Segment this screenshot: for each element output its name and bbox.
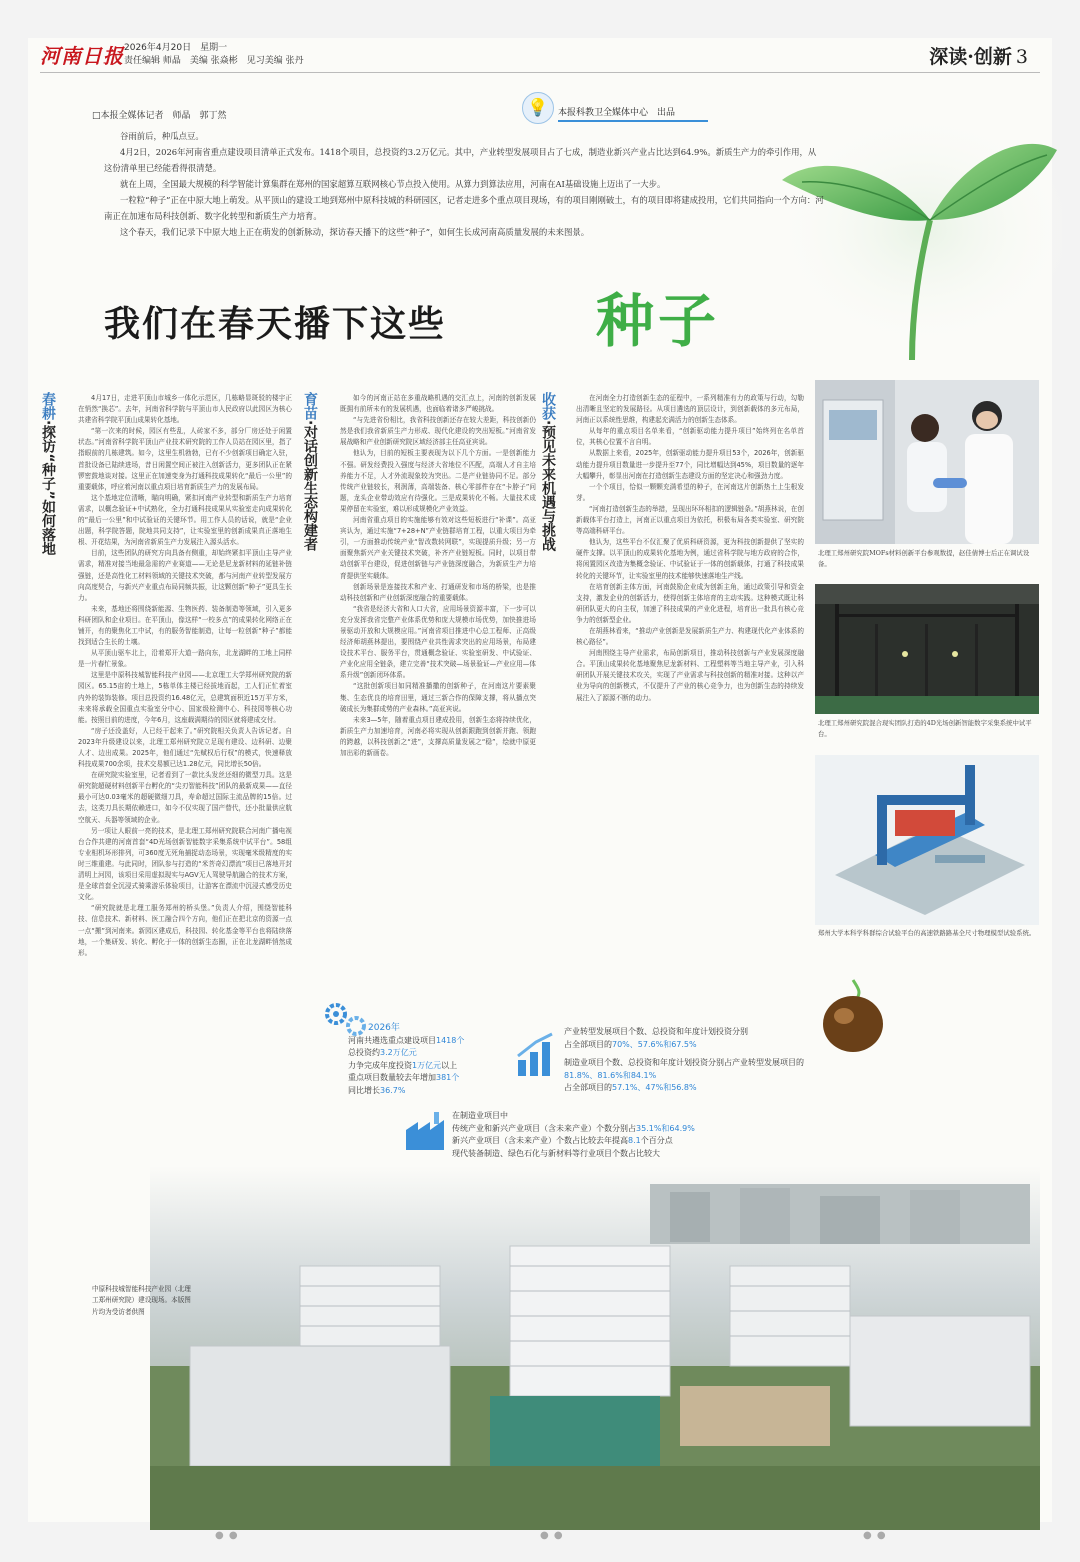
paragraph: 他认为，这些平台不仅汇聚了优质科研资源，更为科技创新提供了坚实的硬件支撑。以平顶山的成果转化基地为例，通过省科学院与地方政府的合作，将闲置园区改造为集概念验证、中试验证于一体的创新载体，打通了科技成果转化的关键环节，让实验室里的技术能够快速落地生产线。 xyxy=(576,538,804,580)
column-heading-1 xyxy=(40,392,56,556)
paragraph: 另一项让人眼前一亮的技术，是北理工郑州研究院联合河南广播电视台合作共建的河南首套“4D光场创新智能数字采集系统中试平台”。58组专业相机环形排列，可360度无死角捕捉动态场景，实现毫米级精度的实时三维重建。与此同时，团队参与打造的“米菩奇幻漂流”项目已落地开封清明上河园，该项目采用虚拟现实与AGV无人驾驶导航融合的技术方案，是全球首套全沉浸式骑乘游乐体验项目，让游客在漂流中沉浸式感受历史文化。 xyxy=(78,826,292,902)
column-1-body xyxy=(78,393,292,1253)
paragraph: 在培育创新主体方面，河南鼓励企业成为创新主角，通过政策引导和资金支持，激发企业的创新活力，使得创新主体培育的主动实践。这种模式既让科研团队更大的自主权，加速了科技成果的产业化进程，培育出一批具有核心竞争力的创新型企业。 xyxy=(576,582,804,624)
share-line: 占全部项目的70%、57.6%和67.5% xyxy=(564,1039,697,1049)
producer-text: 本报科教卫全媒体中心 出品 xyxy=(558,108,676,118)
paragraph: 在河南全力打造创新生态的征程中，一系列精准有力的政策与行动，勾勒出清晰且坚定的发展路径。从项目遴选的顶层设计，到创新载体的多元布局，河南正以系统性思维，构建起充满活力的创新生态体系。 xyxy=(576,394,804,425)
headline-highlight: 种子 xyxy=(596,287,721,355)
paragraph: 未来3—5年，随着重点项目建成投用，创新生态将持续优化，新质生产力加速培育，河南必将实现从创新跟跑到创新并跑、领跑的跨越，以科技创新之“进”，支撑高质量发展之“稳”，绘就中原更加出彩的新画卷。 xyxy=(340,715,536,757)
masthead-divider xyxy=(40,72,1040,73)
heading-rest: ·预见未来机遇与挑战 xyxy=(540,420,556,552)
masthead xyxy=(40,40,1040,72)
column-heading-2 xyxy=(302,392,318,551)
intro-paragraph: 谷雨前后，种瓜点豆。 xyxy=(120,131,204,141)
photo1-caption: 北理工郑州研究院MOFs材料创新平台参观数提，赵佳倩博士后正在调试设备。 xyxy=(818,549,1030,568)
key-figures-block xyxy=(348,1022,508,1097)
intro-paragraph: 4月2日，2026年河南省重点建设项目清单正式发布。1418个项目，总投资约3.2万亿元。其中，产业转型发展项目占了七成，制造业新兴产业占比达到64.9%。新质生产力的牵引作用，从这份清单里已经能看得很清楚。 xyxy=(104,147,817,173)
page-number: 3 xyxy=(1015,46,1028,68)
intro-paragraph: 就在上周，全国最大规模的科学智能计算集群在郑州的国家超算互联网核心节点投入使用。从算力到算法应用，河南在AI基础设施上迈出了一大步。 xyxy=(120,179,666,189)
newspaper-logo: 河南日报 xyxy=(40,44,124,68)
fig-line: 总投资约3.2万亿元 xyxy=(348,1048,417,1057)
fig-line: 河南共遴选重点建设项目1418个 xyxy=(348,1035,465,1045)
paragraph: 这个基地定位清晰，瞄向明确，紧扣河南产业转型和新质生产力培育需求，以概念验证+中试熟化，全力打通科技成果从实验室走向成果转化的“最后一公里”和中试验证的关键环节。用工作人员的话说，就是“企业出题，科学院答题，院地共同支持”，让实验室里的创新成果真正落地生根、开花结果，为河南省新质生产力发展注入源头活水。 xyxy=(78,493,292,547)
paragraph: 一个个项目，恰似一颗颗充满希望的种子，在河南这片创新热土上生根发芽。 xyxy=(576,482,804,502)
factory-icon xyxy=(404,1112,446,1152)
intro-paragraph: 一粒粒“种子”正在中原大地上萌发。从平顶山的建设工地到郑州中原科技城的科研园区，记者走进多个重点项目现场，有的项目刚刚破土，有的项目即将建成投用，它们共同指向一个方向：河南正在加速布局科技创新、数字化转型和新质生产力培育。 xyxy=(104,195,824,221)
share-line: 制造业项目个数、总投资和年度计划投资分别占产业转型发展项目的 xyxy=(564,1058,804,1067)
photo3-caption: 郑州大学本科学科群综合试验平台的高速铁路路基全尺寸物理模型试验系统。 xyxy=(818,929,1036,937)
figures-year: 2026年 xyxy=(368,1023,400,1033)
paragraph: “我省是经济大省和人口大省，应用场景资源丰富，下一步可以充分发挥我省完整产业体系优势和庞大规模市场优势，加快推进场景驱动开放和大规模应用。”河南省项目推进中心总工程师、正高级经济师胡燕林提出，要围绕产业共性需求突出的应用场景，布局建设技术平台、服务平台，贯通概念验证、实验室研发、中试验证、产业化应用全链条，建立完善“技术突破—场景验证—产业应用—体系升级”创新闭环体系。 xyxy=(340,604,536,680)
pager-dots: ● ● xyxy=(540,1530,564,1541)
heading-lead: 春耕 xyxy=(40,392,56,420)
photo2-caption: 北理工郑州研究院混合现实团队打造的4D光场创新智能数字采集系统中试平台。 xyxy=(818,719,1032,738)
headline: 我们在春天播下这些 xyxy=(104,304,447,345)
paragraph: “河南打造创新生态的举措，呈现出环环相扣的逻辑链条。”胡燕林说，在创新载体平台打造上，河南正以重点项目为依托，积极布局各类实验室、研究院等高端科研平台。 xyxy=(576,504,804,536)
paragraph: 未来，基地还将围绕新能源、生物医药、装备制造等领域，引入更多科研团队和企业项目。在平顶山，像这样“一校多点”的成果转化网络正在铺开，有的聚焦化工中试，有的服务智能制造，让每一粒创新“种子”都能找到适合生长的土壤。 xyxy=(78,604,292,647)
science-park-aerial-photo xyxy=(150,1166,1040,1530)
pager-dots: ● ● xyxy=(215,1530,239,1541)
manufacturing-block xyxy=(452,1110,782,1160)
industry-shares-block xyxy=(564,1026,864,1095)
column-2-body xyxy=(340,393,536,983)
lightbulb-icon: 💡 xyxy=(522,92,554,124)
paragraph: “研究院就是北理工服务郑州的桥头堡。”负责人介绍，围绕智能科技、信息技术、新材料、医工融合四个方向，他们正在把北京的资源一点一点“搬”到河南来。新园区建成后，科技园、转化基金等平台也将陆续落地，一个集研发、转化、孵化于一体的创新生态圈，正在北龙湖畔悄然成形。 xyxy=(78,904,292,957)
mfg-line: 新兴产业项目（含未来产业）个数占比较去年提高8.1个百分点 xyxy=(452,1136,673,1145)
mfg-line: 在制造业项目中 xyxy=(452,1111,508,1120)
share-line: 占全部项目的57.1%、47%和56.8% xyxy=(564,1083,697,1092)
heading-rest: ·探访“种子”如何落地 xyxy=(40,420,56,556)
section-title xyxy=(929,42,1028,69)
editor-credits: 责任编辑 师晶 美编 张焱彬 见习美编 张丹 xyxy=(124,56,304,66)
paragraph: 河南省重点项目的实施能够有效对这些短板进行“补课”。高亚宾认为，通过实施“7+28+N”产业链群培育工程，以重大项目为牵引，一方面推动传统产业“智改数转网联”，实现提质升级；另一方面聚焦新兴产业关键技术突破，补齐产业链短板。同时，以项目带动创新平台建设，促进创新链与产业链深度融合，为新质生产力培育提供坚实载体。 xyxy=(340,516,536,580)
aerial-photo-caption: 中原科技城智能科技产业园（北理工郑州研究院）建设现场。本版图片均为受访者供图 xyxy=(92,1285,191,1316)
fig-line: 力争完成年度投资1万亿元以上 xyxy=(348,1060,458,1070)
paragraph: “第一次来的时候，园区有些乱，人砖家不多，部分厂房还处于闲置状态。”河南省科学院平顶山产业技术研究院的工作人员站在园区里，指了指眼前的几栋建筑。如今，这里生机勃勃，已有不少创新项目确定入驻，首批设备已陆续进场，昔日闲置空间正被注入创新活力，更多团队正在紧锣密鼓地谈对接。这里正在加速变身为打通科技成果转化“最后一公里”的重要载体，呼应着河南以重点项目培育新质生产力的发展布局。 xyxy=(78,427,292,491)
mfg-line: 传统产业和新兴产业项目（含未来产业）个数分别占35.1%和64.9% xyxy=(452,1123,695,1133)
paragraph: 河南围绕主导产业需求，布局创新项目，推动科技创新与产业发展深度融合。平顶山成果转化基地聚焦尼龙新材料、工程塑料等当地主导产业，引入科研团队开展关键技术攻关，实现了产业需求与科技创新的精准对接。这种以产业为导向的创新模式，不仅提升了产业的核心竞争力，也为创新生态的持续发展注入了源源不断的动力。 xyxy=(576,649,804,702)
railway-model-photo xyxy=(815,755,1039,925)
paragraph: 从每年的重点项目名单来看，“创新驱动能力提升项目”始终列在名单首位，其核心位置不言自明。 xyxy=(576,427,804,447)
issue-date: 2026年4月20日 星期一 xyxy=(124,43,228,53)
paragraph: “与先进省份相比，我省科技创新还存在较大差距，科技创新仍然是我们我省新质生产力形成、现代化建设的突出短板。”河南省发展战略和产业创新研究院区域经济部主任高亚宾说。 xyxy=(340,416,536,447)
pager-dots: ● ● xyxy=(863,1530,887,1541)
heading-lead: 收获 xyxy=(540,392,556,420)
column-3-body xyxy=(576,393,804,985)
byline: □本报全媒体记者 师晶 郭丁然 xyxy=(92,111,227,121)
fig-line: 重点项目数量较去年增加381个 xyxy=(348,1073,460,1082)
share-line: 产业转型发展项目个数、总投资和年度计划投资分别 xyxy=(564,1027,748,1036)
mfg-line: 现代装备制造、绿色石化与新材料等行业项目个数占比较大 xyxy=(452,1148,660,1158)
paragraph: “房子还没盖好，人已经干起来了。”研究院相关负责人告诉记者。自2023年升级建设以来，北理工郑州研究院立足现有建设、边科研、边聚人才、边出成果。2025年，他们通过“先赋权后行权”的模式，快速释放科技成果700余项，技术交易额已达1.28亿元，同比增长50倍。 xyxy=(78,726,292,769)
producer-badge xyxy=(522,92,712,126)
paragraph: 在研究院实验室里，记者看到了一款比头发丝还细的微型刀具。这是研究院超硬材料创新平台孵化的“尖刃智能科技”团队的最新成果——直径最小可达0.03毫米的超硬微细刀具，寿命超过国际主流品牌的15倍。过去，这类刀具长期依赖进口，如今不仅实现了国产替代，还小批量供应航空航天、兵器等领域的企业。 xyxy=(78,771,292,824)
badge-underline xyxy=(558,120,708,122)
share-line: 81.8%、81.6%和84.1% xyxy=(564,1070,657,1080)
paragraph: 这里是中原科技城智能科技产业园——北京理工大学郑州研究院的新园区。65.15亩的土地上，5栋单体主楼已经拔地而起，工人们正忙着室内外的装饰装修。项目总投资约16.48亿元，总建筑面积近15万平方米，未来将承载全国重点实验室分中心、国家级检测中心、科技园等核心功能。按照目前的进度，今年6月，这座载满期待的园区就将建成交付。 xyxy=(78,671,292,724)
paragraph: 目前，这些团队的研究方向具备有侧重，却始终紧扣平顶山主导产业需求，精准对接当地最急需的产业赛道——无论是尼龙新材料的延链补链强链，还是高性化工材料领域的关键技术突破，都与河南产业转型发展方向高度契合，与新兴产业重点布局同频共振，让这颗创新“种子”更具生长力。 xyxy=(78,549,292,602)
section-name: 深读·创新 xyxy=(929,46,1012,68)
heading-rest: ·对话创新生态构建者 xyxy=(302,420,318,552)
issue-meta xyxy=(124,42,304,68)
paragraph: “这批创新项目如同精准播撒的创新种子，在河南这片要素聚集、生态优良的培育田里，通过三新合作的保障支撑，将从播点突破成长为集群成势的产业森林。”高亚宾说。 xyxy=(340,682,536,713)
fig-line: 同比增长36.7% xyxy=(348,1085,406,1095)
bar-chart-icon xyxy=(516,1032,558,1078)
lab-researchers-photo xyxy=(815,380,1039,544)
paragraph: 创新场景是连接技术和产业、打通研发和市场的桥梁，也是推动科技创新和产业创新深度融合的重要载体。 xyxy=(340,582,536,602)
paragraph: 4月17日，走进平顶山市城乡一体化示范区，几栋略显斑驳的楼宇正在悄然“换芯”。去年，河南省科学院与平顶山市人民政府以此园区为核心共建省科学院平顶山成果转化基地。 xyxy=(78,394,292,425)
paragraph: 从数据上来看，2025年，创新驱动能力提升项目53个，2026年，创新驱动能力提升项目数量进一步提升至77个，同比增幅达到45%，项目数量的逐年大幅攀升，彰显出河南在打造创新生态建设方面的坚定决心和强劲力度。 xyxy=(576,449,804,480)
paragraph: 从平顶山驱车北上，沿着郑开大道一路向东，北龙湖畔的工地上同样是一片春忙景象。 xyxy=(78,649,292,669)
column-heading-3 xyxy=(540,392,556,551)
light-field-rig-photo xyxy=(815,584,1039,714)
paragraph: 他认为，目前的短板主要表现为以下几个方面。一是创新能力不强。研发经费投入强度与经济大省地位不匹配，高端人才自主培养能力不足，人才外流现象较为突出。二是产业链协同不足。部分传统产业链较长，利润薄，高端装备、核心零部件存在“卡脖子”问题，龙头企业带动效应有待强化。三是成果转化不畅。大量技术成果停留在实验室，难以形成规模化产业效益。 xyxy=(340,449,536,513)
heading-lead: 育苗 xyxy=(302,392,318,420)
paragraph: 在胡燕林看来，“推动产业创新是发展新质生产力、构建现代化产业体系的核心路径”。 xyxy=(576,626,804,647)
paragraph: 如今的河南正站在多重战略机遇的交汇点上，河南的创新发展既拥有前所未有的发展机遇，也面临着诸多严峻挑战。 xyxy=(340,394,536,414)
intro-paragraph: 这个春天，我们记录下中原大地上正在萌发的创新脉动，探访春天播下的这些“种子”，如何生长成河南高质量发展的未来图景。 xyxy=(120,227,590,237)
intro-paragraphs xyxy=(104,128,824,240)
